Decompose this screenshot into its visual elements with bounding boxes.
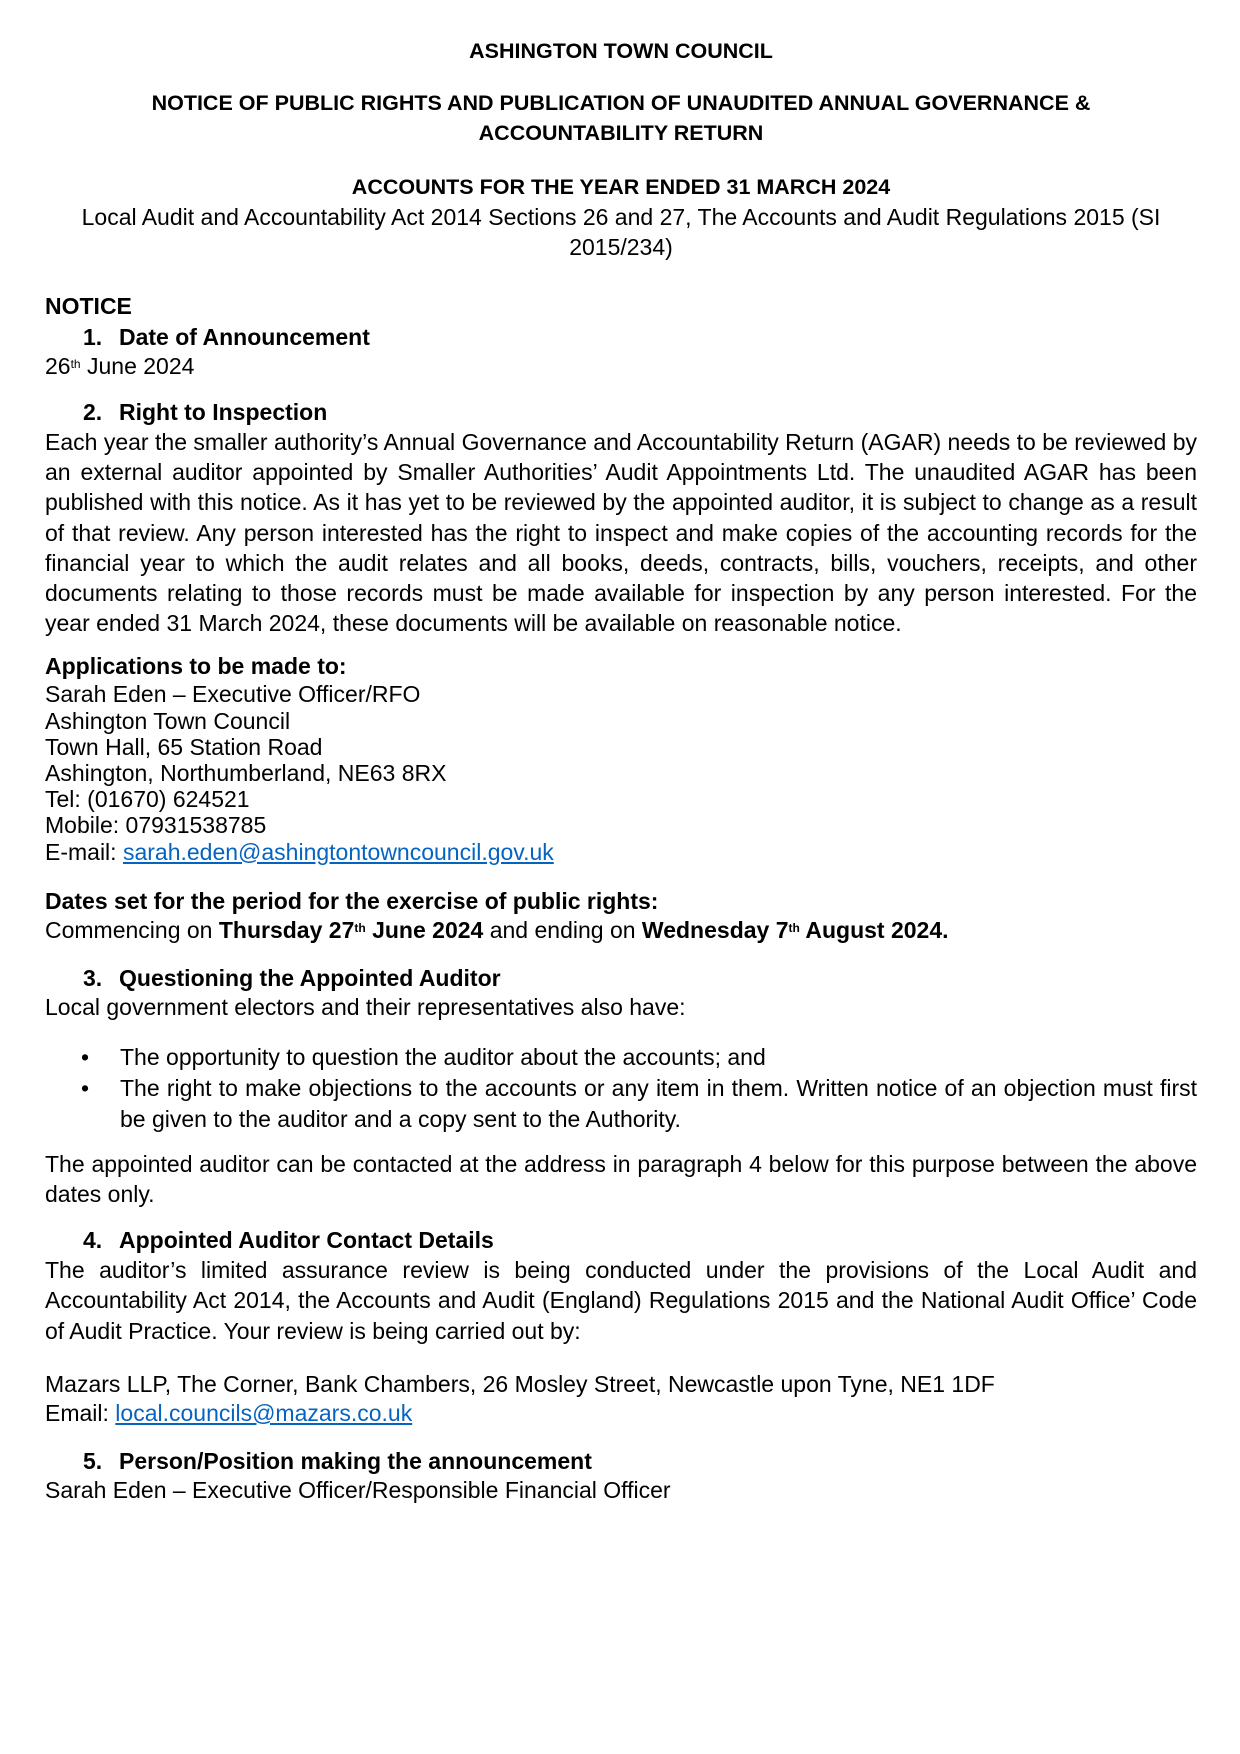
legislation-reference: [45, 202, 1197, 262]
start-date-rest: June 2024: [365, 916, 484, 943]
end-date-suffix: th: [788, 920, 800, 935]
date-suffix: th: [70, 357, 81, 371]
applications-heading: Applications to be made to:: [45, 653, 347, 680]
legislation-line-2: 2015/234): [569, 234, 673, 260]
list-item-text: The right to make objections to the accounts or any item in them. Written notice of an objection must first be given to the auditor and a copy sent to the Authority.: [120, 1074, 1197, 1132]
email-label: E-mail:: [45, 838, 123, 865]
notice-title: [45, 88, 1197, 148]
auditor-email-label: Email:: [45, 1399, 116, 1426]
commencing-label: Commencing on: [45, 916, 219, 943]
auditor-email-line: [45, 1399, 1197, 1428]
dates-heading: Dates set for the period for the exercise of public rights:: [45, 887, 659, 914]
section-5-heading: [45, 1446, 1197, 1476]
address-line: Town Hall, 65 Station Road: [45, 733, 323, 760]
section-2-title: Right to Inspection: [119, 399, 328, 425]
section-5-title: Person/Position making the announcement: [119, 1447, 592, 1474]
announcement-date: [45, 352, 1197, 381]
auditor-email-link[interactable]: local.councils@mazars.co.uk: [115, 1399, 413, 1426]
end-date-day: Wednesday 7: [641, 916, 789, 943]
start-date: [219, 917, 483, 943]
ending-label: and ending on: [483, 916, 642, 943]
end-date-rest: August 2024.: [799, 916, 949, 943]
list-item: [45, 1073, 1197, 1135]
bullet-icon: •: [81, 1043, 90, 1070]
applications-address: [45, 681, 1197, 864]
section-3-heading: [45, 963, 1197, 993]
legislation-line-1: Local Audit and Accountability Act 2014 Sections 26 and 27, The Accounts and Audit Regulations 2015 (SI: [81, 204, 1161, 230]
rights-list: [45, 1042, 1197, 1135]
section-1-number: 1.: [83, 324, 103, 350]
section-4-body: The auditor’s limited assurance review is being conducted under the provisions of the Local Audit and Accountability Act 2014, the Accounts and Audit (England) Regulations 2015 and the National Audit Office’ Code of Audit Practice. Your review is being carried out by:: [45, 1257, 1197, 1344]
start-date-suffix: th: [354, 920, 366, 935]
section-4-title: Appointed Auditor Contact Details: [119, 1227, 494, 1254]
notice-label: NOTICE: [45, 293, 132, 319]
start-date-day: Thursday 27: [218, 916, 355, 943]
address-line: Tel: (01670) 624521: [45, 786, 250, 813]
announcing-person: Sarah Eden – Executive Officer/Responsible Financial Officer: [45, 1476, 671, 1503]
address-line: Ashington Town Council: [45, 707, 291, 734]
date-rest: June 2024: [80, 353, 195, 379]
section-2-heading: [45, 397, 1197, 427]
list-item: [45, 1042, 1197, 1073]
accounts-title: ACCOUNTS FOR THE YEAR ENDED 31 MARCH 2024: [351, 175, 891, 199]
applications-email-link[interactable]: sarah.eden@ashingtontowncouncil.gov.uk: [122, 838, 554, 865]
date-day: 26: [45, 353, 71, 379]
section-3-title: Questioning the Appointed Auditor: [119, 964, 501, 991]
end-date: [642, 917, 949, 943]
address-line: Sarah Eden – Executive Officer/RFO: [45, 681, 421, 708]
address-line: Mobile: 07931538785: [45, 812, 267, 839]
section-3-closing: The appointed auditor can be contacted at the address in paragraph 4 below for this purpose between the above dates only.: [45, 1150, 1197, 1208]
council-name: ASHINGTON TOWN COUNCIL: [469, 39, 773, 63]
section-3-intro: Local government electors and their representatives also have:: [45, 993, 686, 1020]
list-item-text: The opportunity to question the auditor about the accounts; and: [120, 1043, 766, 1070]
notice-title-line-1: NOTICE OF PUBLIC RIGHTS AND PUBLICATION OF UNAUDITED ANNUAL GOVERNANCE &: [151, 91, 1091, 115]
section-1-heading: [45, 322, 1197, 352]
right-to-inspection-body: Each year the smaller authority’s Annual Governance and Accountability Return (AGAR) needs to be reviewed by an external auditor appointed by Smaller Authorities’ Audit Appointments Ltd. The unaudited AGAR has been published with this notice. As it has yet to be reviewed by the appointed auditor, it is subject to change as a result of that review. Any person interested has the right to inspect and make copies of the accounting records for the financial year to which the audit relates and all books, deeds, contracts, bills, vouchers, receipts, and other documents relating to those records must be made available for inspection by any person interested. For the year ended 31 March 2024, these documents will be available on reasonable notice.: [45, 429, 1197, 637]
auditor-address: Mazars LLP, The Corner, Bank Chambers, 26 Mosley Street, Newcastle upon Tyne, NE1 1DF: [45, 1370, 995, 1397]
section-4-number: 4.: [83, 1227, 103, 1254]
applications-email-line: [45, 839, 1197, 865]
notice-document: [45, 36, 1197, 1505]
notice-title-line-2: ACCOUNTABILITY RETURN: [478, 121, 764, 145]
bullet-icon: •: [81, 1074, 90, 1101]
section-3-number: 3.: [83, 964, 103, 991]
section-1-title: Date of Announcement: [119, 324, 370, 350]
section-4-heading: [45, 1225, 1197, 1255]
dates-period: [45, 916, 1197, 945]
section-5-number: 5.: [83, 1447, 103, 1474]
section-2-number: 2.: [83, 399, 103, 425]
address-line: Ashington, Northumberland, NE63 8RX: [45, 760, 447, 787]
